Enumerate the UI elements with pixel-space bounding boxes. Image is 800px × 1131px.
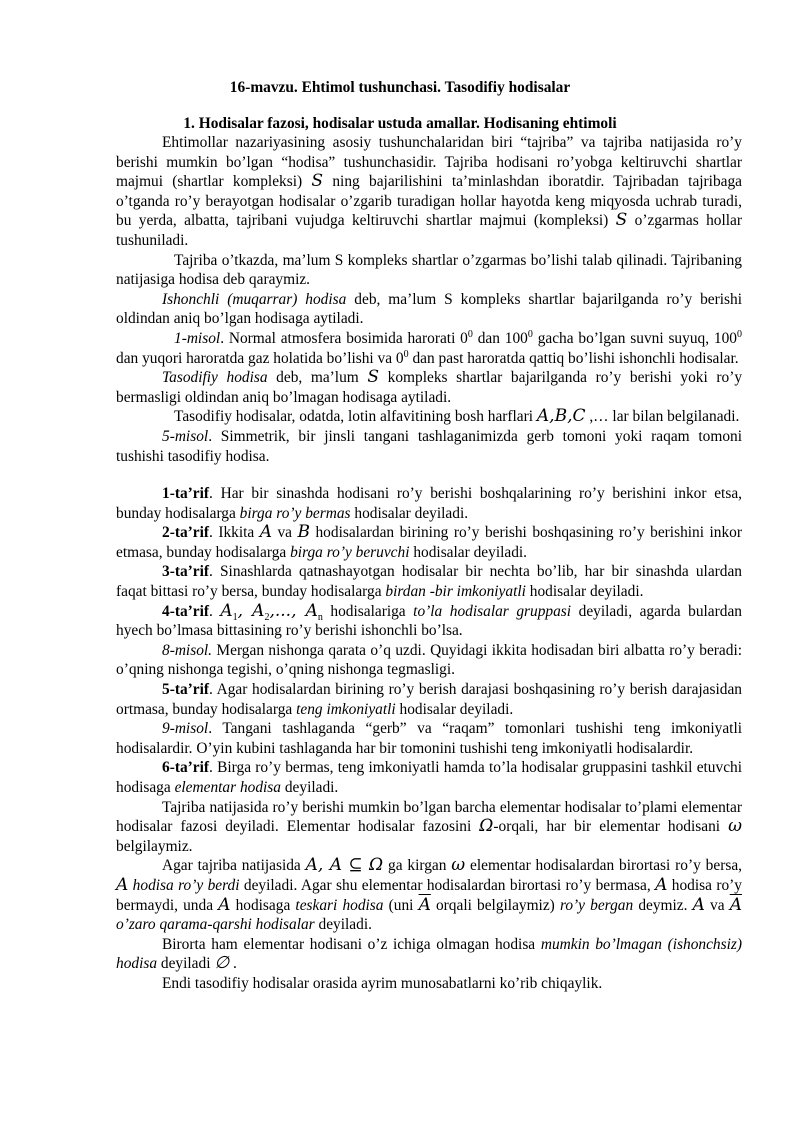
paragraph-impossible-event: Birorta ham elementar hodisani o’z ichiga olmagan hodisa mumkin bo’lmagan (ishonchsiz) hodisa deyiladi ∅ . xyxy=(116,935,742,974)
example-9: 9-misol. Tangani tashlaganda “gerb” va “raqam” tomonlari tushishi teng imkoniyatli hodisalardir. O’yin kubini tashlaganda har bir tomonini tushishi teng imkoniyatli hodisalardir. xyxy=(116,720,742,757)
paragraph-event-space: Tajriba natijasida ro’y berishi mumkin bo’lgan barcha elementar hodisalar to’plami elementar hodisalar fazosi deyiladi. Elementar hodisalar fazosini Ω-orqali, har bir elementar hodisani ω belgilaymiz. xyxy=(116,798,742,855)
example-5: 5-misol. Simmetrik, bir jinsli tangani tashlaganimizda gerb tomoni yoki raqam tomoni tushishi tasodifiy hodisa. xyxy=(116,427,742,465)
definition-2: 2-ta’rif. Ikkita A va B hodisalardan birining ro’y berishi boshqasining ro’y berishini inkor etmasa, bunday hodisalarga birga ro’y beruvchi hodisalar deyiladi. xyxy=(116,522,742,561)
document-body xyxy=(116,133,742,994)
paragraph-intro: Ehtimollar nazariyasining asosiy tushunchalaridan biri “tajriba” va tajriba natijasida ro’y berishi mumkin bo’lgan “hodisa” tushunchasidir. Tajriba hodisani ro’yobga keltiruvchi shartlar majmui (shartlar kompleksi) S ning bajarilishini ta’minlashdan iboratdir. Tajribadan tajribaga o’tganda ro’y berayotgan hodisalar o’zgarib turadigan hollar hayotda keng miqyosda uchrab turadi, bu yerda, albatta, tajribani vujudga keltiruvchi shartlar majmui (kompleksi) S o’zgarmas hollar tushuniladi. xyxy=(116,134,743,249)
section-heading: 1. Hodisalar fazosi, hodisalar ustuda amallar. Hodisaning ehtimoli xyxy=(183,115,617,132)
definition-5: 5-ta’rif. Agar hodisalardan birining ro’y berish darajasi boshqasining ro’y berish darajasidan ortmasa, bunday hodisalarga teng imkoniyatli hodisalar deyiladi. xyxy=(116,681,742,718)
paragraph-random-event: Tasodifiy hodisa deb, ma’lum S kompleks shartlar bajarilganda ro’y berishi yoki ro’y bermasligi oldindan aniq bo’lmagan hodisaga aytiladi. xyxy=(116,367,743,406)
definition-1: 1-ta’rif. Har bir sinashda hodisani ro’y berishi boshqalarining ro’y berishini inkor etsa, bunday hodisalarga birga ro’y bermas hodisalar deyiladi. xyxy=(116,485,742,522)
paragraph-opposite-events: Agar tajriba natijasida A, A ⊆ Ω ga kirgan ω elementar hodisalardan birortasi ro’y bersa, A hodisa ro’y berdi deyiladi. Agar shu elementar hodisalardan birortasi ro’y bermasa, A hodisa ro’y bermaydi, unda A hodisaga teskari hodisa (uni $\overline{A}$ orqali belgilaymiz) ro’y bergan deymiz. A va $\overline{A}$ o’zaro qarama-qarshi hodisalar deyiladi. xyxy=(116,855,742,934)
page-title: 16-mavzu. Ehtimol tushunchasi. Tasodifiy hodisalar xyxy=(229,79,571,96)
example-1: 1-misol. Normal atmosfera bosimida harorati $0^0$ dan $100^0$ gacha bo’lgan suvni suyuq, $100^0$ dan yuqori haroratda gaz holatida bo’lishi va $0^0$ dan past haroratda qattiq bo’lishi ishonchli hodisalar. xyxy=(116,328,742,367)
definition-4: 4-ta’rif. $A_1$, $A_2$,..., $A_n$ hodisalariga to’la hodisalar gruppasi deyiladi, agarda bulardan hyech bo’lmasa bittasining ro’y berishi ishonchli bo’lsa. xyxy=(116,600,742,640)
paragraph-experiment: Tajriba o’tkazda, ma’lum S kompleks shartlar o’zgarmas bo’lishi talab qilinadi. Tajribaning natijasiga hodisa deb qaraymiz. xyxy=(116,251,742,289)
paragraph-certain-event: Ishonchli (muqarrar) hodisa deb, ma’lum S kompleks shartlar bajarilganda ro’y berishi oldindan aniq bo’lgan hodisaga aytiladi. xyxy=(116,290,742,328)
paragraph-notation: Tasodifiy hodisalar, odatda, lotin alfavitining bosh harflari A,B,C ,… lar bilan belgilanadi. xyxy=(174,406,740,427)
paragraph-closing: Endi tasodifiy hodisalar orasida ayrim munosabatlarni ko’rib chiqaylik. xyxy=(162,974,603,992)
definition-3: 3-ta’rif. Sinashlarda qatnashayotgan hodisalar bir nechta bo’lib, har bir sinashda ulardan faqat bittasi ro’y bersa, bunday hodisalarga birdan -bir imkoniyatli hodisalar deyiladi. xyxy=(116,563,742,601)
example-8: 8-misol. Mergan nishonga qarata o’q uzdi. Quyidagi ikkita hodisadan biri albatta ro’y beradi: o’qning nishonga tegishi, o’qning nishonga tegmasligi. xyxy=(116,641,742,679)
definition-6: 6-ta’rif. Birga ro’y bermas, teng imkoniyatli hamda to’la hodisalar gruppasini tashkil etuvchi hodisaga elementar hodisa deyiladi. xyxy=(116,759,742,796)
